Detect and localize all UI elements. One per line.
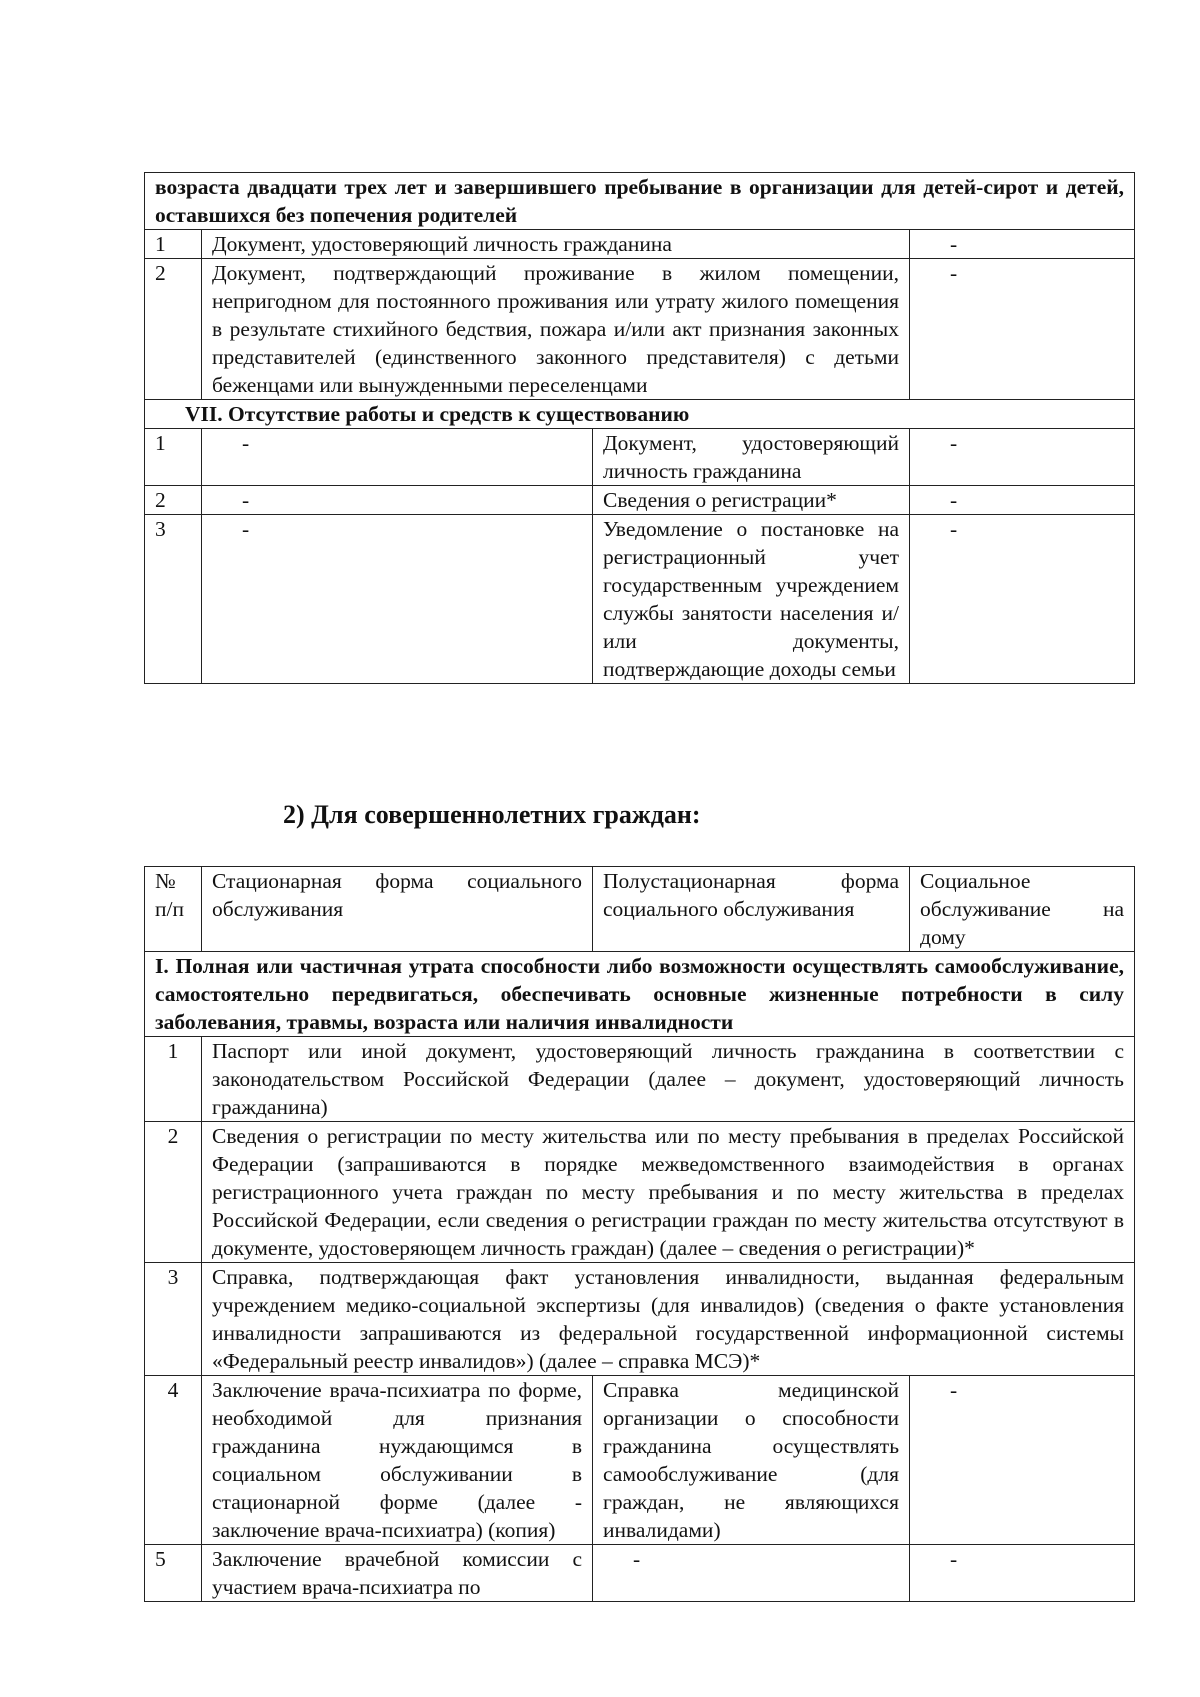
semi-stationary-cell: - [593, 1545, 910, 1602]
semi-stationary-cell: Справка медицинской организации о способности гражданина осуществлять самообслуживание (для граждан, не являющихся инвалидами) [593, 1376, 910, 1545]
row-number: 4 [145, 1376, 202, 1545]
home-service-cell: - [910, 259, 1135, 400]
stationary-cell: Заключение врачебной комиссии с участием врача-психиатра по [202, 1545, 593, 1602]
home-service-cell: - [910, 515, 1135, 684]
stationary-cell: - [202, 486, 593, 515]
category-header-continuation: возраста двадцати трех лет и завершившего пребывание в организации для детей-сирот и детей, оставшихся без попечения родителей [145, 173, 1135, 230]
row-number: 2 [145, 1122, 202, 1263]
column-header-home: Социальное обслуживание на дому [910, 867, 1135, 952]
column-header-semi-stationary: Полустационарная форма социального обслуживания [593, 867, 910, 952]
column-header-stationary: Стационарная форма социального обслуживания [202, 867, 593, 952]
semi-stationary-cell: Документ, удостоверяющий личность гражданина [593, 429, 910, 486]
row-number: 1 [145, 429, 202, 486]
documents-table-part-1 [144, 172, 1135, 684]
table-row [145, 173, 1135, 230]
home-service-cell: - [910, 486, 1135, 515]
table-header-row [145, 867, 1135, 952]
home-service-cell: - [910, 230, 1135, 259]
row-number: 1 [145, 230, 202, 259]
table-row [145, 1122, 1135, 1263]
row-number: 2 [145, 259, 202, 400]
table-row [145, 1263, 1135, 1376]
table-row [145, 259, 1135, 400]
home-service-cell: - [910, 429, 1135, 486]
stationary-cell: Заключение врача-психиатра по форме, необходимой для признания гражданина нуждающимся в социальном обслуживании в стационарной форме (далее - заключение врача-психиатра) (копия) [202, 1376, 593, 1545]
table-row [145, 486, 1135, 515]
document-cell: Документ, подтверждающий проживание в жилом помещении, непригодном для постоянного проживания или утрату жилого помещения в результате стихийного бедствия, пожара и/или акт признания законных представителей (единственного законного представителя) с детьми беженцами или вынужденными переселенцами [202, 259, 910, 400]
table-row [145, 429, 1135, 486]
stationary-cell: - [202, 515, 593, 684]
table-row [145, 1037, 1135, 1122]
row-number: 2 [145, 486, 202, 515]
table-row [145, 400, 1135, 429]
documents-table-part-2 [144, 866, 1135, 1602]
table-row [145, 515, 1135, 684]
table-row [145, 952, 1135, 1037]
table-row [145, 1376, 1135, 1545]
document-cell: Справка, подтверждающая факт установления инвалидности, выданная федеральным учреждением медико-социальной экспертизы (для инвалидов) (сведения о факте установления инвалидности запрашиваются из федеральной государственной информационной системы «Федеральный реестр инвалидов») (далее – справка МСЭ)* [202, 1263, 1135, 1376]
column-header-number: № п/п [145, 867, 202, 952]
document-cell: Документ, удостоверяющий личность гражданина [202, 230, 910, 259]
section-heading: 2) Для совершеннолетних граждан: [283, 800, 701, 829]
table-row [145, 230, 1135, 259]
row-number: 3 [145, 1263, 202, 1376]
document-cell: Паспорт или иной документ, удостоверяющий личность гражданина в соответствии с законодательством Российской Федерации (далее – документ, удостоверяющий личность гражданина) [202, 1037, 1135, 1122]
document-cell: Сведения о регистрации по месту жительства или по месту пребывания в пределах Российской Федерации (запрашиваются в порядке межведомственного взаимодействия в органах регистрационного учета граждан по месту пребывания и по месту жительства в пределах Российской Федерации, если сведения о регистрации граждан по месту жительства отсутствуют в документе, удостоверяющем личность граждан) (далее – сведения о регистрации)* [202, 1122, 1135, 1263]
row-number: 1 [145, 1037, 202, 1122]
section-title: VII. Отсутствие работы и средств к существованию [145, 400, 1135, 429]
table-row [145, 1545, 1135, 1602]
semi-stationary-cell: Сведения о регистрации* [593, 486, 910, 515]
row-number: 3 [145, 515, 202, 684]
home-service-cell: - [910, 1376, 1135, 1545]
stationary-cell: - [202, 429, 593, 486]
semi-stationary-cell: Уведомление о постановке на регистрационный учет государственным учреждением службы занятости населения и/или документы, подтверждающие доходы семьи [593, 515, 910, 684]
section-title: I. Полная или частичная утрата способности либо возможности осуществлять самообслуживание, самостоятельно передвигаться, обеспечивать основные жизненные потребности в силу заболевания, травмы, возраста или наличия инвалидности [145, 952, 1135, 1037]
row-number: 5 [145, 1545, 202, 1602]
home-service-cell: - [910, 1545, 1135, 1602]
